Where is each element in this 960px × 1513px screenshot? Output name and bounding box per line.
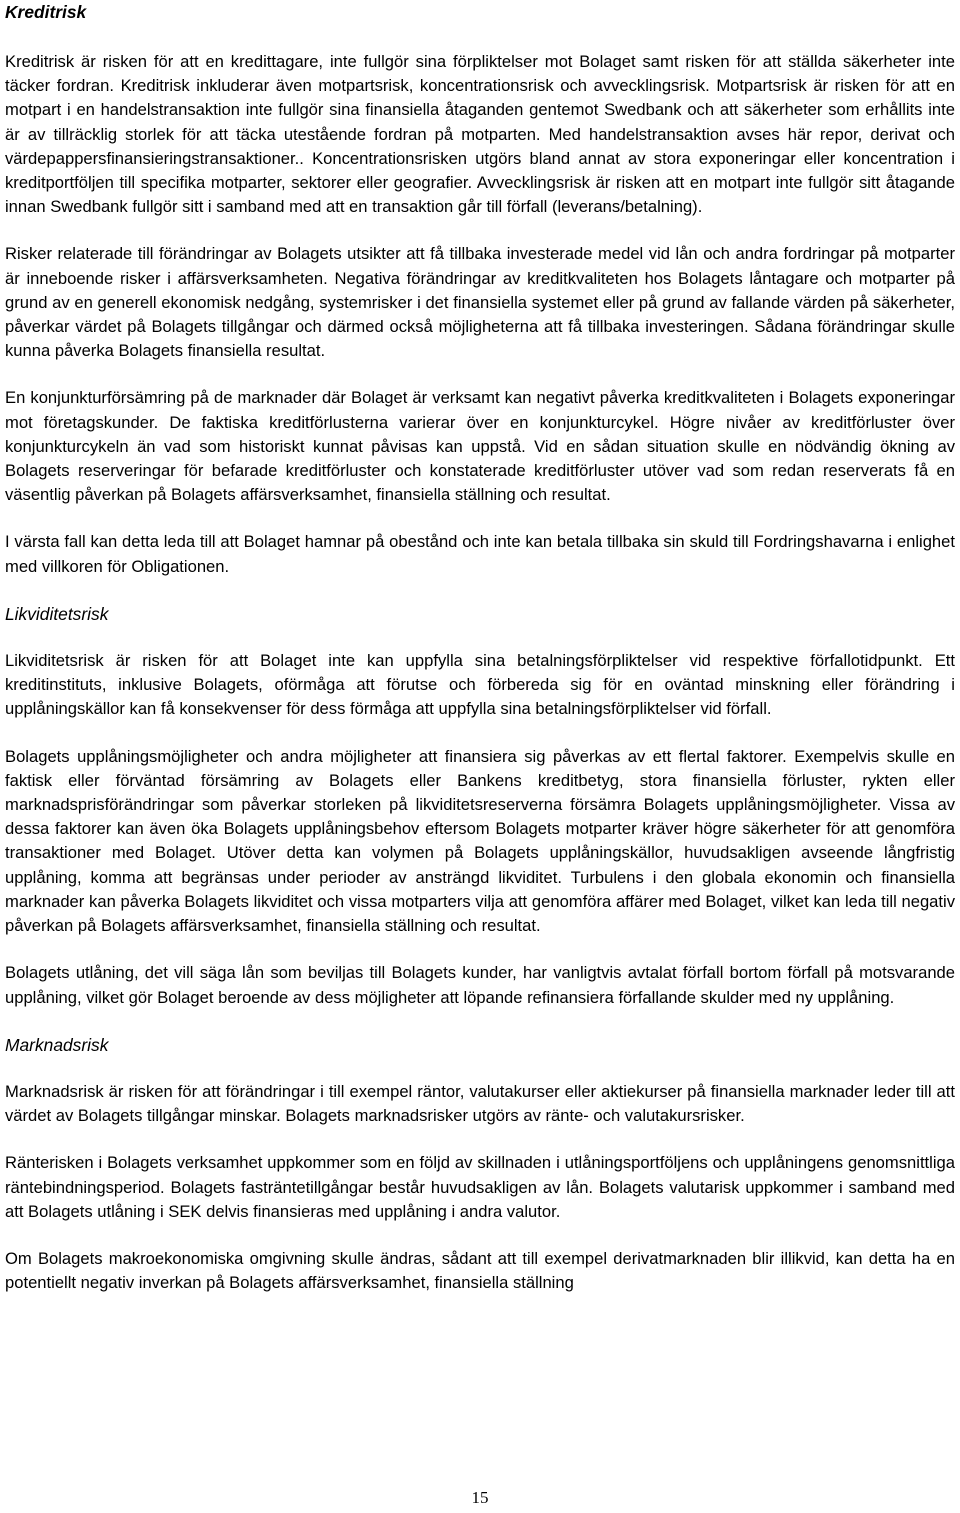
spacer	[5, 1057, 955, 1080]
paragraph-likviditetsrisk-3: Bolagets utlåning, det vill säga lån som beviljas till Bolagets kunder, har vanligtvis avtalat förfall bortom förfall på motsvarande upplåning, vilket gör Bolaget beroende av dess möjligheter att löpande refinansiera förfallande skulder med ny upplåning.	[5, 963, 955, 1007]
spacer	[5, 579, 955, 602]
spacer	[5, 938, 955, 961]
spacer	[5, 626, 955, 649]
paragraph-kreditrisk-3: En konjunkturförsämring på de marknader där Bolaget är verksamt kan negativt påverka kreditkvaliteten i Bolagets exponeringar mot företagskunder. De faktiska kreditförlusterna varierar över en konjunkturcykel. Högre nivåer av kreditförluster över konjunkturcykeln än vad som historiskt kunnat påvisas kan uppstå. Vid en sådan situation skulle en nödvändig ökning av Bolagets reserveringar för befarade kreditförluster och konstaterade kreditförluster utöver vad som redan reserverats få en väsentlig påverkan på Bolagets affärsverksamhet, finansiella ställning och resultat.	[5, 388, 955, 505]
paragraph-kreditrisk-1: Kreditrisk är risken för att en kredittagare, inte fullgör sina förpliktelser mot Bolaget samt risken för att ställda säkerheter inte täcker fordran. Kreditrisk inkluderar även motpartsrisk, koncentrationsrisk och avvecklingsrisk. Motpartsrisk är risken för att en motpart i en handelstransaktion inte fullgör sina finansiella åtaganden gentemot Swedbank och att säkerheter som erhållits inte är av tillräcklig storlek för att täcka utestående fordran på motparten. Med handelstransaktion avses här repor, derivat och värdepappersfinansieringstransaktioner.. Koncentrationsrisken utgörs bland annat av stora exponeringar eller koncentration i kreditportföljen till specifika motparter, sektorer eller geografier. Avvecklingsrisk är risken att en motpart inte fullgör sitt åtagande innan Swedbank fullgör sitt i samband med att en transaktion går till förfall (leverans/betalning).	[5, 52, 955, 217]
spacer	[5, 219, 955, 242]
spacer	[5, 722, 955, 745]
spacer	[5, 24, 955, 44]
section-heading-marknadsrisk: Marknadsrisk	[5, 1034, 109, 1055]
section-heading-likviditetsrisk: Likviditetsrisk	[5, 603, 109, 624]
paragraph-marknadsrisk-1: Marknadsrisk är risken för att förändringar i till exempel räntor, valutakurser eller aktiekurser på finansiella marknader leder till att värdet av Bolagets tillgångar minskar. Bolagets marknadsrisker utgörs av ränte- och valutakursrisker.	[5, 1081, 955, 1126]
spacer	[5, 1010, 955, 1033]
paragraph-kreditrisk-4: I värsta fall kan detta leda till att Bolaget hamnar på obestånd och inte kan betala tillbaka sin skuld till Fordringshavarna i enlighet med villkoren för Obligationen.	[5, 532, 955, 576]
paragraph-kreditrisk-2: Risker relaterade till förändringar av Bolagets utsikter att få tillbaka investerade medel vid lån och andra fordringar på motparter är inneboende risker i affärsverksamheten. Negativa förändringar av kreditkvaliteten hos Bolagets låntagare och motparter på grund av en generell ekonomisk nedgång, systemrisker i det finansiella systemet eller på grund av fallande värden på säkerheter, påverkar värdet på Bolagets tillgångar och därmed också möjligheterna att få tillbaka investeringen. Sådana förändringar skulle kunna påverka Bolagets finansiella resultat.	[5, 244, 955, 361]
paragraph-likviditetsrisk-1: Likviditetsrisk är risken för att Bolaget inte kan uppfylla sina betalningsförpliktelser vid respektive förfallotidpunkt. Ett kreditinstituts, inklusive Bolagets, oförmåga att förutse och förbereda sig för en oväntad minskning eller förändring i upplåningskällor kan få konsekvenser för dess förmåga att uppfylla sina betalningsförpliktelser vid förfall.	[5, 651, 955, 719]
page-number: 15	[471, 1488, 489, 1507]
spacer	[5, 507, 955, 530]
spacer	[5, 363, 955, 386]
paragraph-marknadsrisk-3: Om Bolagets makroekonomiska omgivning skulle ändras, sådant att till exempel derivatmarknaden blir illikvid, kan detta ha en potentiellt negativ inverkan på Bolagets affärsverksamhet, finansiella ställning	[5, 1248, 955, 1293]
spacer	[5, 1224, 955, 1247]
spacer	[5, 1128, 955, 1151]
paragraph-marknadsrisk-2: Ränterisken i Bolagets verksamhet uppkommer som en följd av skillnaden i utlåningsportföljens och upplåningens genomsnittliga räntebindningsperiod. Bolagets fasträntetillgångar består huvudsakligen av lån. Bolagets valutarisk uppkommer i samband med att Bolagets utlåning i SEK delvis finansieras med upplåning i andra valutor.	[5, 1153, 955, 1221]
paragraph-likviditetsrisk-2: Bolagets upplåningsmöjligheter och andra möjligheter att finansiera sig påverkas av ett flertal faktorer. Exempelvis skulle en faktisk eller förväntad försämring av Bolagets eller Bankens kreditbetyg, stora finansiella förluster, rykten eller marknadsprisförändringar som påverkar storleken på likviditetsreserverna försämra Bolagets upplåningsmöjligheter. Vissa av dessa faktorer kan även öka Bolagets upplåningsbehov eftersom Bolagets motparter kräver högre säkerheter för att genomföra transaktioner med Bolaget. Utöver detta kan volymen på Bolagets upplåningskällor, huvudsakligen avseende långfristig upplåning, komma att begränsas under perioder av ansträngd likviditet. Turbulens i den globala ekonomin och finansiella marknader kan påverka Bolagets likviditet och vissa motparters vilja att genomföra affärer med Bolaget, vilket kan leda till negativ påverkan på Bolagets affärsverksamhet, finansiella ställning och resultat.	[5, 746, 955, 936]
section-heading-kreditrisk: Kreditrisk	[5, 2, 87, 22]
